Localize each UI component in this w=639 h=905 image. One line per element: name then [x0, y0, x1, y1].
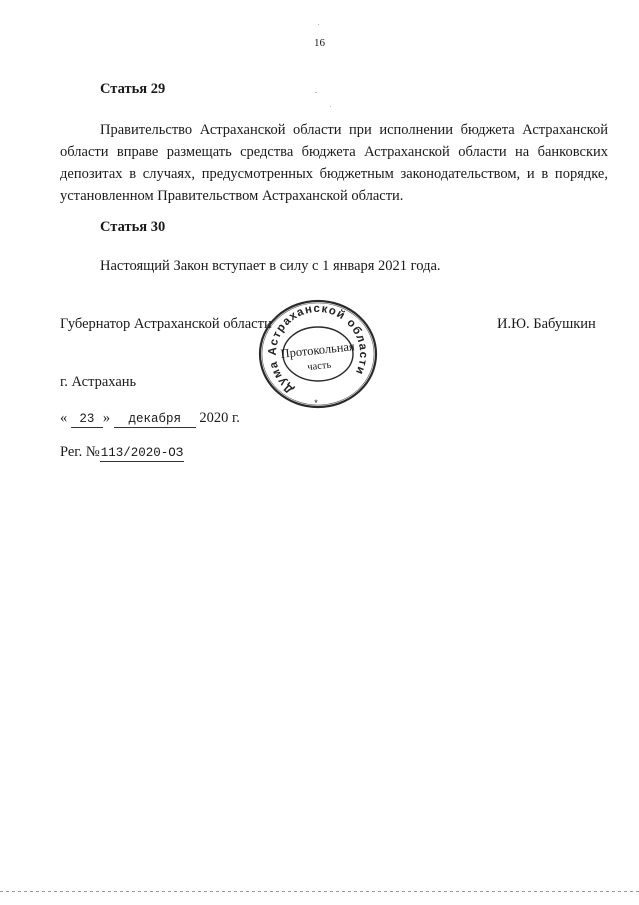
date-month: декабря	[114, 412, 196, 428]
date-year: 2020 г.	[199, 410, 240, 426]
scan-speck	[330, 106, 331, 107]
date-line	[60, 410, 240, 428]
stamp-star: *	[314, 398, 318, 408]
page-number: 16	[314, 37, 325, 49]
article-30-text: Настоящий Закон вступает в силу с 1 января 2021 года.	[100, 258, 441, 274]
date-day: 23	[71, 412, 103, 428]
stamp-ring-text: Дума Астраханской области	[266, 302, 370, 396]
registration-line	[60, 444, 184, 462]
article-29-text: Правительство Астраханской области при исполнении бюджета Астраханской области вправе размещать средства бюджета Астраханской области на банковских депозитах в случаях, предусмотренных бюджетным законодательством, и в порядке, установленном Правительством Астраханской области.	[60, 122, 608, 204]
stamp-center-line2: часть	[306, 359, 332, 374]
registration-number: 113/2020-ОЗ	[100, 446, 184, 460]
article-30-title: Статья 30	[100, 219, 166, 235]
signature-name: И.Ю. Бабушкин	[497, 316, 596, 332]
stamp-center-line1: Протокольная	[279, 339, 356, 361]
registration-label: Рег. №	[60, 444, 100, 460]
scan-speck	[315, 92, 317, 93]
scan-speck	[318, 24, 319, 25]
official-stamp	[252, 296, 384, 412]
signature-position: Губернатор Астраханской области	[60, 316, 272, 332]
date-open-quote: «	[60, 410, 68, 426]
article-29-title: Статья 29	[100, 81, 166, 97]
place: г. Астрахань	[60, 374, 137, 390]
date-close-quote: »	[102, 410, 111, 426]
scan-edge-line	[0, 891, 639, 892]
